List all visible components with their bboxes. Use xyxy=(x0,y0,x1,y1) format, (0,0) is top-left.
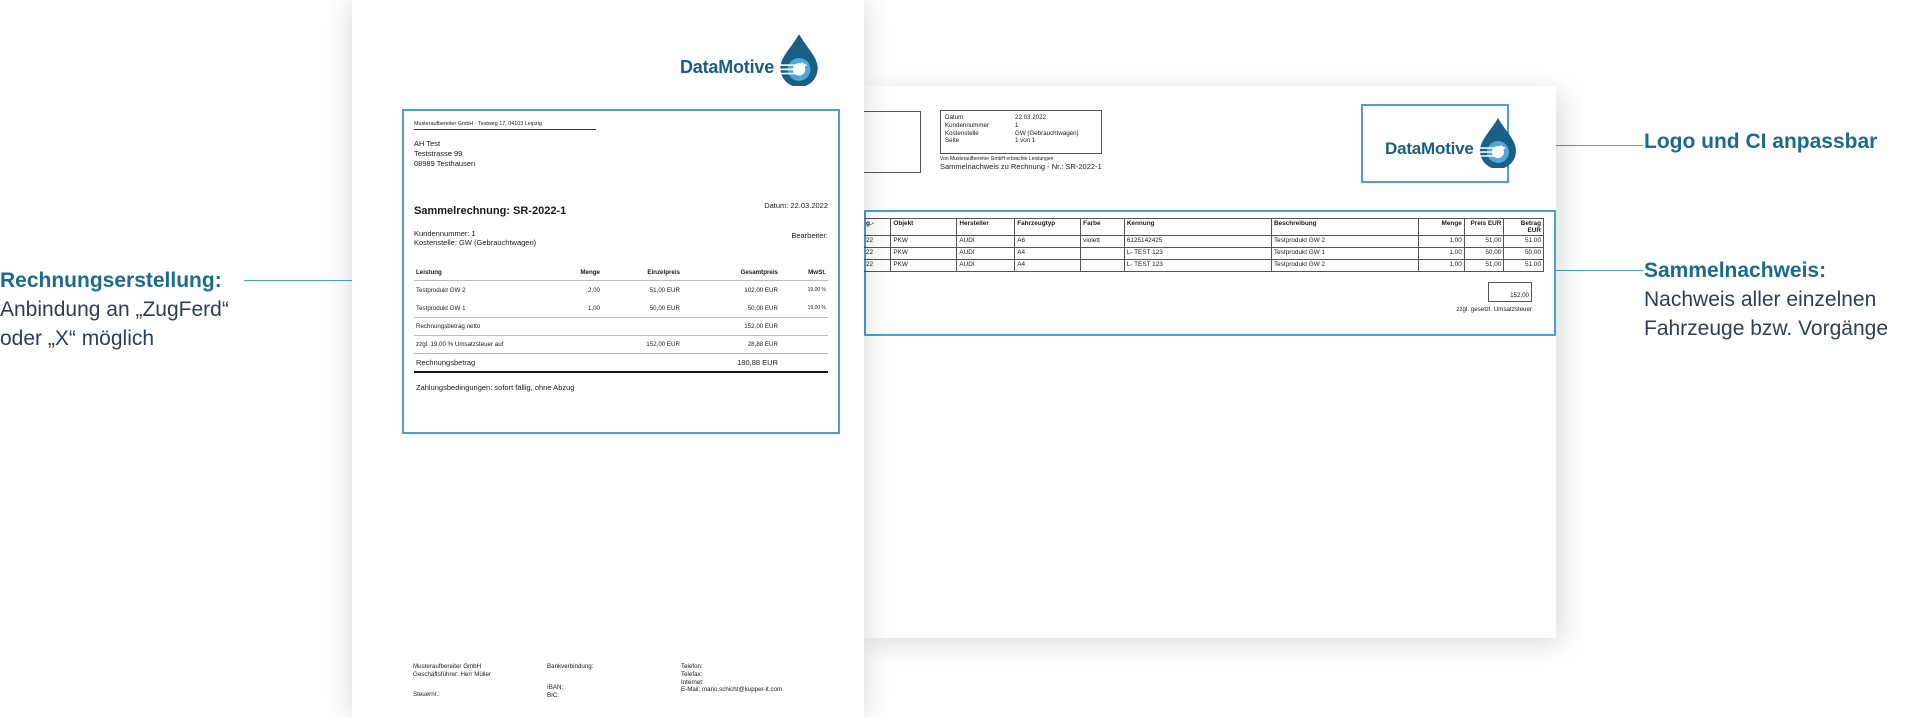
droplet-logo-icon xyxy=(776,32,820,86)
callout-summary-connector xyxy=(1545,270,1643,271)
table-row: 22 PKW AUDI A4 L- TEST 123 Testprodukt GW 1 1,00 50,00 50,00 xyxy=(864,248,1544,260)
payment-terms: Zahlungsbedingungen: sofort fällig, ohne Abzug xyxy=(416,383,575,392)
callout-summary-line1: Nachweis aller einzelnen xyxy=(1644,288,1877,311)
brand-name: DataMotive xyxy=(680,56,775,77)
summary-logo xyxy=(1385,116,1518,168)
droplet-logo-icon xyxy=(1476,116,1518,168)
summary-sheet-page xyxy=(864,86,1556,638)
recipient-city: 08989 Testhausen xyxy=(414,158,476,168)
callout-logo-title: Logo und CI anpassbar xyxy=(1644,130,1878,153)
summary-total-value: 152,00 xyxy=(1510,292,1529,299)
invoice-page xyxy=(352,0,864,718)
callout-invoice-title: Rechnungserstellung: xyxy=(0,269,222,292)
invoice-logo xyxy=(680,32,820,86)
summary-vat-note: zzgl. gesetzl. Umsatzsteuer xyxy=(1456,306,1532,313)
brand-name: DataMotive xyxy=(1385,139,1474,158)
summary-info-box: Datum 22.03.2022 Kundennummer 1 Kostenstelle GW (Gebrauchtwagen) Seite 1 von 1 xyxy=(940,110,1102,154)
table-row: 22 PKW AUDI A6 violett 6125142425 Testprodukt GW 2 1,00 51,00 51,00 xyxy=(864,236,1544,248)
footer-company: Musteraufbereiter GmbH Geschäftsführer: Herr Müller Steuernr.: xyxy=(413,663,492,698)
table-header-row: g.- Objekt Hersteller Fahrzeugtyp Farbe Kennung Beschreibung Menge Preis EUR Betrag EUR xyxy=(864,219,1544,236)
callout-invoice-line1: Anbindung an „ZugFerd“ xyxy=(0,298,229,321)
callout-summary xyxy=(1644,256,1920,343)
recipient-name: AH Test xyxy=(414,139,441,148)
summary-total xyxy=(1488,282,1532,302)
table-row: 22 PKW AUDI A4 L- TEST 123 Testprodukt GW 2 1,00 51,00 51,00 xyxy=(864,260,1544,272)
footer-contact: Telefon: Telefax: Internet: E-Mail: mario.schicht@kupper-it.com xyxy=(681,663,783,694)
callout-invoice xyxy=(0,266,260,353)
invoice-title: Sammelrechnung: SR-2022-1 xyxy=(414,205,567,217)
address-window-box xyxy=(864,111,921,173)
invoice-highlight-box xyxy=(402,109,840,434)
cost-center: Kostenstelle: GW (Gebrauchtwagen) xyxy=(414,238,537,247)
customer-number: Kundennummer: 1 xyxy=(414,229,476,238)
invoice-items-table: Leistung Menge Einzelpreis Gesamtpreis MwSt. Testprodukt GW 2 2,00 51,00 EUR 102,00 EUR 19,00 % Testprodukt GW 1 1,00 50,00 EUR 50,00 EUR 19,00 % Rechnungsbetrag netto 152,00 EUR zzgl. 19,00 % Umsatzsteuer auf 152,00 EUR 28,88 EUR Rechnungsbetrag 180,88 EUR Zahlungsbedingungen: sofort fällig, ohne Abzug xyxy=(416,269,826,392)
callout-summary-title: Sammelnachweis: xyxy=(1644,259,1827,282)
recipient-address xyxy=(414,139,475,168)
summary-note: Von Musteraufbereiter GmbH erbrachte Leistungen xyxy=(940,156,1054,162)
items-header-row: Leistung Menge Einzelpreis Gesamtpreis MwSt. xyxy=(416,269,826,276)
clerk-label: Bearbeiter: xyxy=(791,231,828,240)
recipient-street: Teststrasse 99 xyxy=(414,148,463,158)
sender-line: Musteraufbereiter GmbH · Testweg 17, 04103 Leipzig xyxy=(414,121,596,130)
footer-bank: Bankverbindung: IBAN: BIC: xyxy=(547,663,594,699)
callout-summary-line2: Fahrzeuge bzw. Vorgänge xyxy=(1644,317,1889,340)
summary-table xyxy=(864,218,1544,272)
summary-subtitle: Sammelnachweis zu Rechnung - Nr.: SR-2022-1 xyxy=(940,162,1102,171)
callout-logo-connector xyxy=(1545,145,1643,146)
invoice-date: Datum: 22.03.2022 xyxy=(764,201,828,210)
callout-invoice-line2: oder „X“ möglich xyxy=(0,327,155,350)
